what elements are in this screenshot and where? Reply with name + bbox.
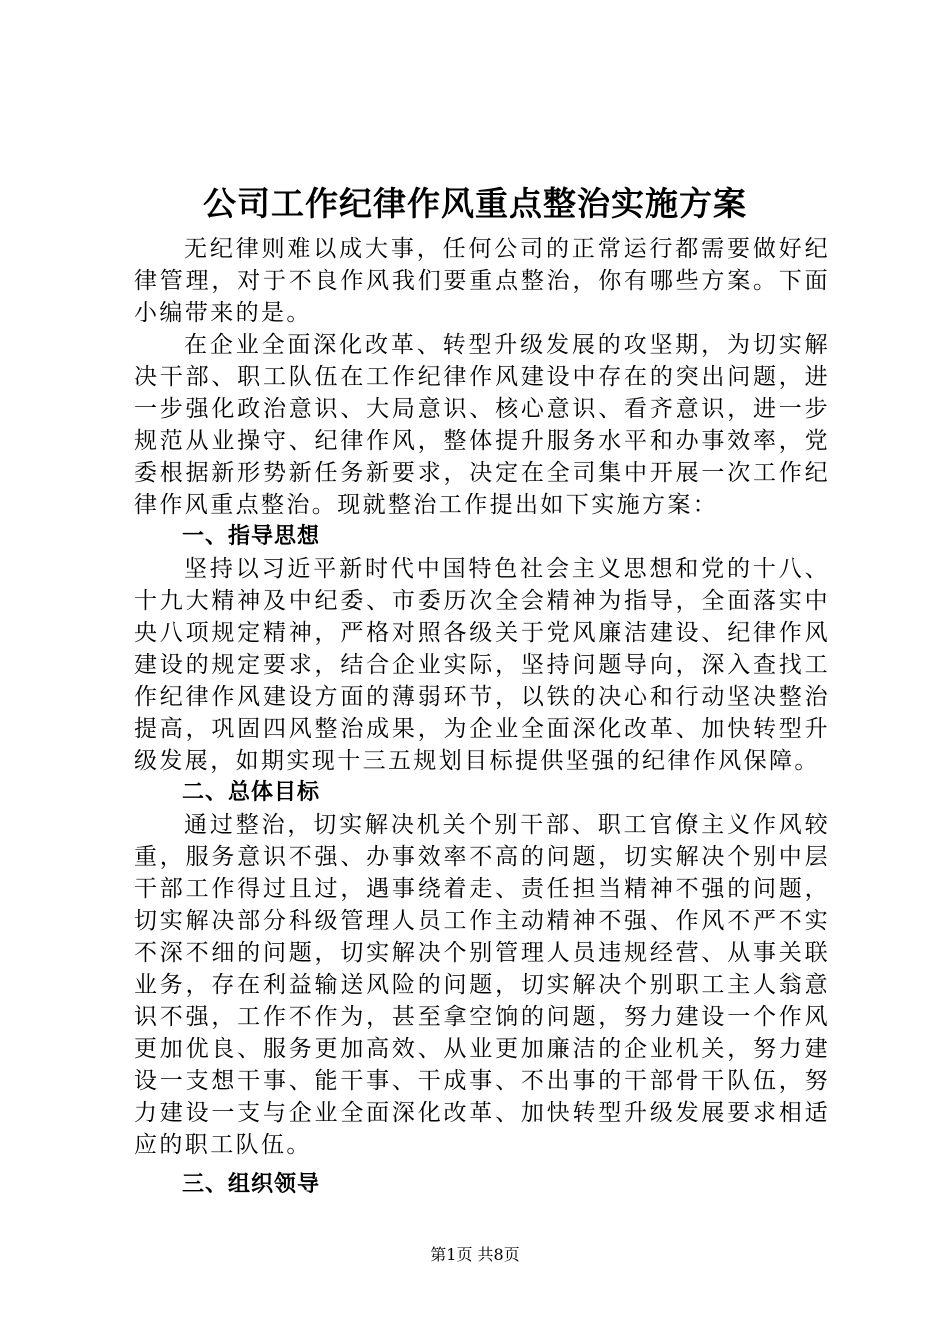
intro-paragraph: 无纪律则难以成大事，任何公司的正常运行都需要做好纪律管理，对于不良作风我们要重点整治，你有哪些方案。下面小编带来的是。 <box>134 236 830 326</box>
document-body <box>134 233 830 1201</box>
guiding-ideology-paragraph: 坚持以习近平新时代中国特色社会主义思想和党的十八、十九大精神及中纪委、市委历次全会精神为指导，全面落实中央八项规定精神，严格对照各级关于党风廉洁建设、纪律作风建设的规定要求，结合企业实际，坚持问题导向，深入查找工作纪律作风建设方面的薄弱环节，以铁的决心和行动坚决整治提高，巩固四风整治成果，为企业全面深化改革、加快转型升级发展，如期实现十三五规划目标提供坚强的纪律作风保障。 <box>134 556 830 774</box>
section-heading-organization-leadership: 三、组织领导 <box>182 1172 321 1197</box>
document-title: 公司工作纪律作风重点整治实施方案 <box>203 184 747 223</box>
section-heading-overall-goals: 二、总体目标 <box>182 780 321 805</box>
page-number-footer: 第1页 共8页 <box>430 1245 520 1264</box>
overall-goals-paragraph: 通过整治，切实解决机关个别干部、职工官僚主义作风较重，服务意识不强、办事效率不高的问题，切实解决个别中层干部工作得过且过，遇事绕着走、责任担当精神不强的问题，切实解决部分科级管理人员工作主动精神不强、作风不严不实不深不细的问题，切实解决个别管理人员违规经营、从事关联业务，存在利益输送风险的问题，切实解决个别职工主人翁意识不强，工作不作为，甚至拿空饷的问题，努力建设一个作风更加优良、服务更加高效、从业更加廉洁的企业机关，努力建设一支想干事、能干事、干成事、不出事的干部骨干队伍，努力建设一支与企业全面深化改革、加快转型升级发展要求相适应的职工队伍。 <box>134 812 830 1158</box>
section-heading-guiding-ideology: 一、指导思想 <box>182 524 321 549</box>
background-paragraph: 在企业全面深化改革、转型升级发展的攻坚期，为切实解决干部、职工队伍在工作纪律作风建设中存在的突出问题，进一步强化政治意识、大局意识、核心意识、看齐意识，进一步规范从业操守、纪律作风，整体提升服务水平和办事效率，党委根据新形势新任务新要求，决定在全司集中开展一次工作纪律作风重点整治。现就整治工作提出如下实施方案： <box>134 332 830 518</box>
